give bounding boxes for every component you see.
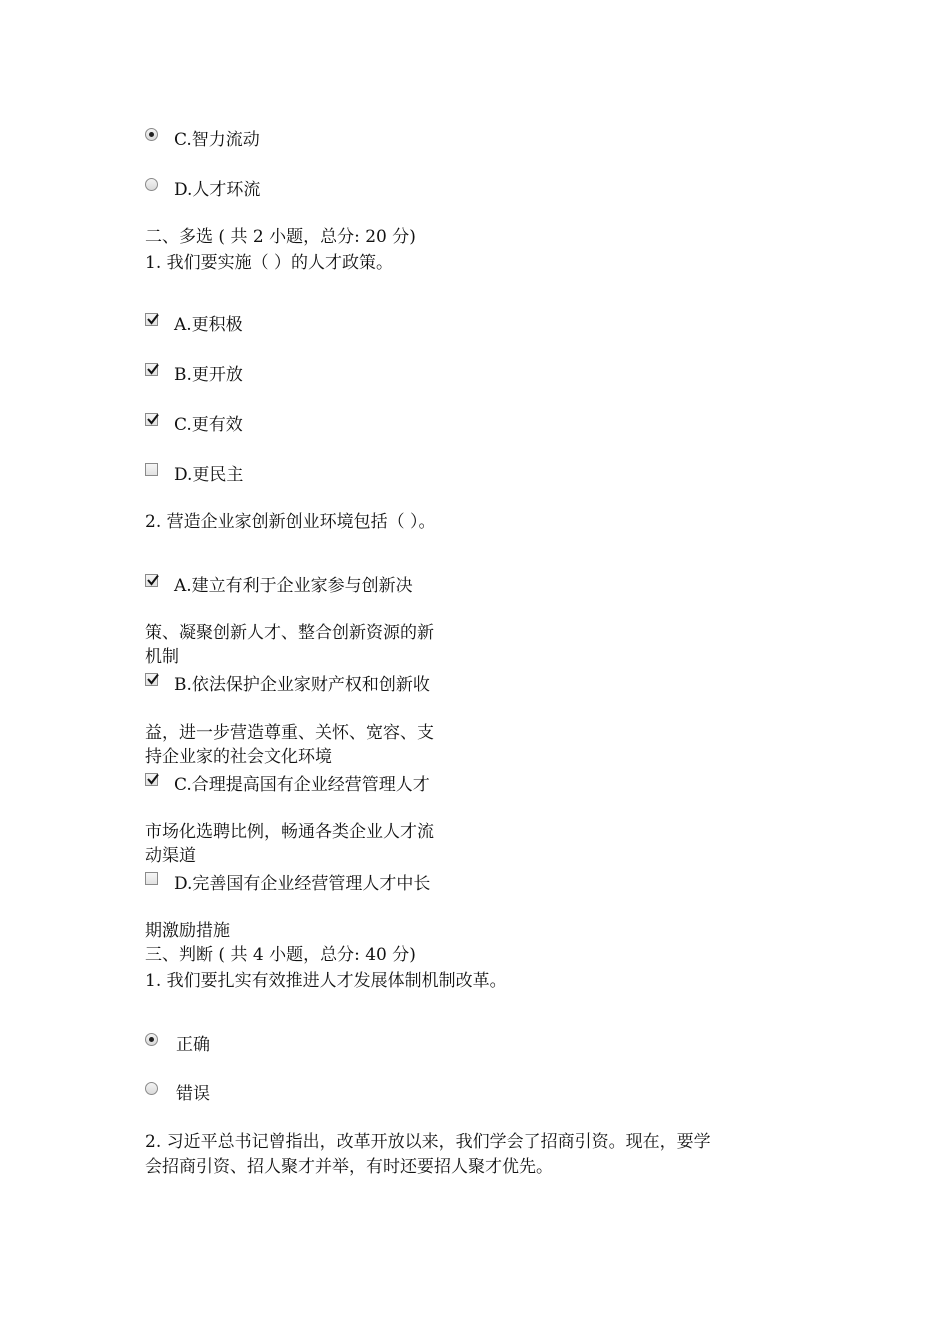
question-stem-continued: 会招商引资、招人聚才并举，有时还要招人聚才优先。 [145, 1157, 553, 1177]
section-header-true-false: 三、判断 ( 共 4 小题，总分: 40 分) [145, 945, 416, 965]
option-label: 错误 [176, 1084, 210, 1104]
question-stem: 2. 习近平总书记曾指出，改革开放以来，我们学会了招商引资。现在，要学 [145, 1132, 711, 1152]
checkbox-row-c[interactable] [145, 413, 243, 435]
option-label: B.依法保护企业家财产权和创新收 [174, 675, 430, 695]
radio-button-checked[interactable] [145, 1033, 158, 1046]
false-radio-row[interactable] [145, 1082, 210, 1104]
question-stem: 1. 我们要扎实有效推进人才发展体制机制改革。 [145, 971, 507, 991]
checkbox-checked-icon[interactable] [145, 413, 158, 426]
option-label-continued: 动渠道 [145, 846, 196, 866]
option-label: 正确 [176, 1035, 210, 1055]
option-label-continued: 市场化选聘比例，畅通各类企业人才流 [145, 822, 434, 842]
checkbox-row-d[interactable] [145, 872, 430, 894]
option-label: A.建立有利于企业家参与创新决 [174, 576, 413, 596]
checkbox-checked-icon[interactable] [145, 363, 158, 376]
option-c-radio-row[interactable] [145, 128, 260, 150]
true-radio-row[interactable] [145, 1033, 210, 1055]
option-label: D.完善国有企业经营管理人才中长 [174, 874, 431, 894]
checkbox-row-a[interactable] [145, 313, 243, 335]
option-label: A.更积极 [174, 315, 243, 335]
radio-button[interactable] [145, 178, 158, 191]
option-label: C.更有效 [174, 415, 243, 435]
option-d-radio-row[interactable] [145, 178, 260, 200]
radio-button-checked[interactable] [145, 128, 158, 141]
option-label-continued: 期激励措施 [145, 921, 230, 941]
option-label-continued: 持企业家的社会文化环境 [145, 747, 332, 767]
option-label-continued: 益，进一步营造尊重、关怀、宽容、支 [145, 723, 434, 743]
section-header-multiple-choice: 二、多选 ( 共 2 小题，总分: 20 分) [145, 227, 416, 247]
option-label-continued: 机制 [145, 647, 179, 667]
checkbox-row-b[interactable] [145, 673, 430, 695]
checkbox-row-c[interactable] [145, 773, 430, 795]
checkbox-unchecked-icon[interactable] [145, 463, 158, 476]
option-label-continued: 策、凝聚创新人才、整合创新资源的新 [145, 623, 434, 643]
checkbox-unchecked-icon[interactable] [145, 872, 158, 885]
checkbox-checked-icon[interactable] [145, 313, 158, 326]
option-label: D.更民主 [174, 465, 244, 485]
option-label: B.更开放 [174, 365, 243, 385]
checkbox-checked-icon[interactable] [145, 574, 158, 587]
option-label: C.合理提高国有企业经营管理人才 [174, 775, 430, 795]
option-label: D.人才环流 [174, 180, 261, 200]
checkbox-row-b[interactable] [145, 363, 243, 385]
question-stem: 1. 我们要实施（ ）的人才政策。 [145, 253, 394, 273]
question-stem: 2. 营造企业家创新创业环境包括（ ）。 [145, 512, 436, 532]
checkbox-checked-icon[interactable] [145, 773, 158, 786]
checkbox-row-d[interactable] [145, 463, 243, 485]
radio-button[interactable] [145, 1082, 158, 1095]
option-label: C.智力流动 [174, 130, 260, 150]
checkbox-row-a[interactable] [145, 574, 413, 596]
checkbox-checked-icon[interactable] [145, 673, 158, 686]
